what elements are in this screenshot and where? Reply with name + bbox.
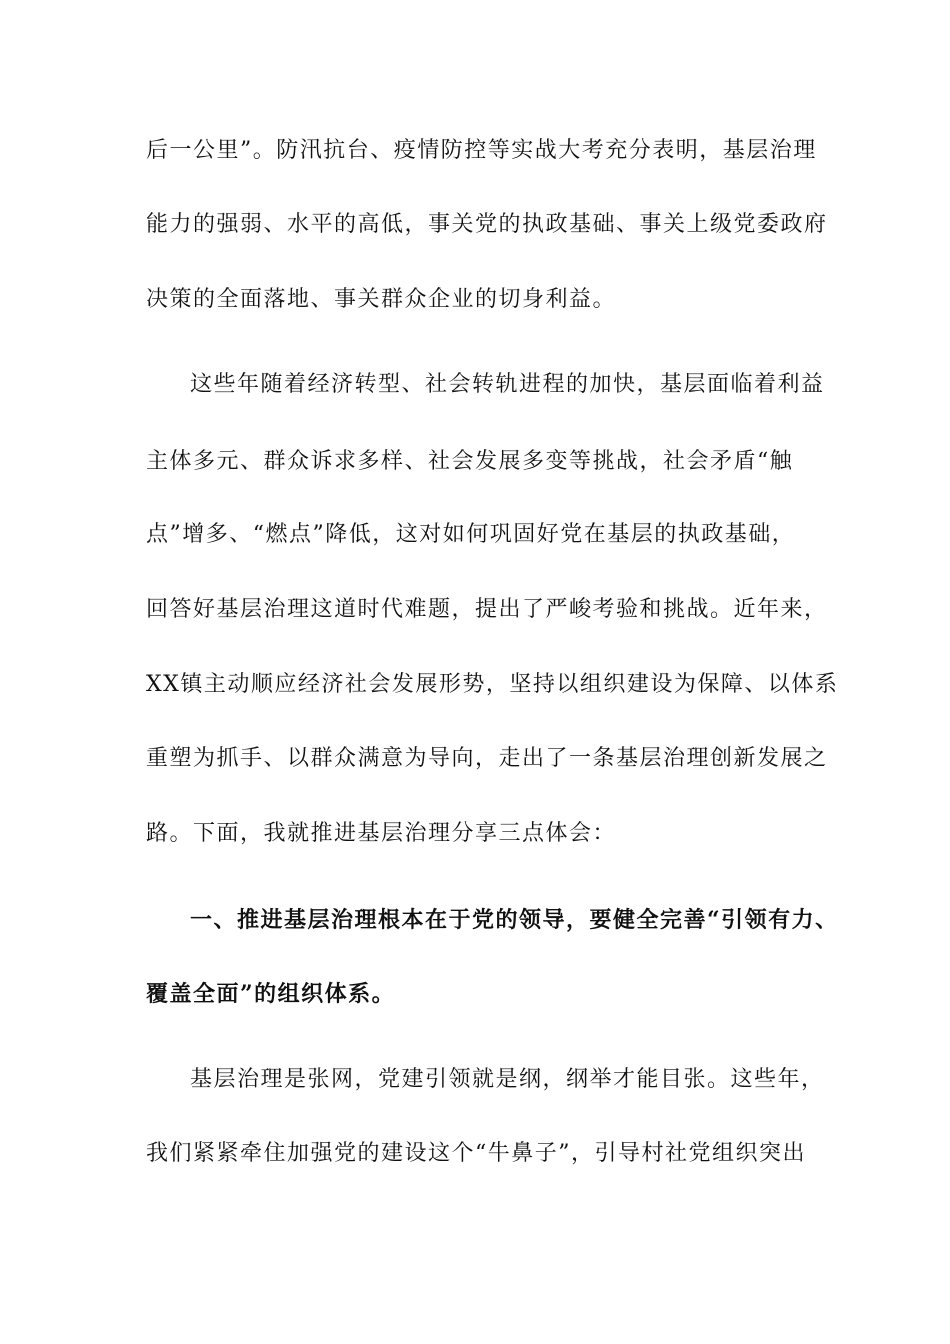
- paragraph-2-line-5: XX镇主动顺应经济社会发展形势，坚持以组织建设为保障、以体系: [146, 672, 839, 697]
- paragraph-2-line-3: 点”增多、“燃点”降低，这对如何巩固好党在基层的执政基础，: [146, 522, 796, 547]
- paragraph-3-line-2: 我们紧紧牵住加强党的建设这个“牛鼻子”，引导村社党组织突出: [146, 1141, 806, 1166]
- paragraph-2-line-4: 回答好基层治理这道时代难题，提出了严峻考验和挑战。近年来，: [146, 597, 828, 622]
- paragraph-2-line-7: 路。下面，我就推进基层治理分享三点体会：: [146, 821, 617, 846]
- paragraph-2-line-1: 这些年随着经济转型、社会转轨进程的加快，基层面临着利益: [190, 372, 825, 397]
- paragraph-1-line-2: 能力的强弱、水平的高低，事关党的执政基础、事关上级党委政府: [146, 212, 828, 237]
- paragraph-3-line-1: 基层治理是张网，党建引领就是纲，纲举才能目张。这些年，: [190, 1067, 825, 1092]
- heading-1-line-2: 覆盖全面”的组织体系。: [146, 981, 396, 1007]
- paragraph-2-line-2: 主体多元、群众诉求多样、社会发展多变等挑战，社会矛盾“触: [146, 449, 794, 474]
- paragraph-1-line-3: 决策的全面落地、事关群众企业的切身利益。: [146, 287, 617, 312]
- paragraph-1-line-1: 后一公里”。防汛抗台、疫情防控等实战大考充分表明，基层治理: [146, 138, 817, 163]
- heading-1-line-1: 一、推进基层治理根本在于党的领导，要健全完善“引领有力、: [190, 907, 839, 933]
- paragraph-2-line-6: 重塑为抓手、以群众满意为导向，走出了一条基层治理创新发展之: [146, 746, 828, 771]
